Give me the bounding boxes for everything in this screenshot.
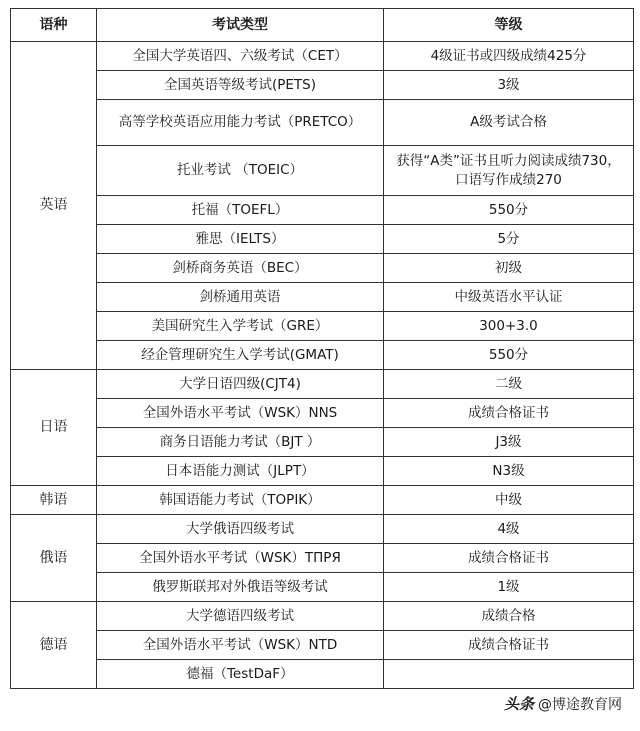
exam-cell: 剑桥通用英语 (97, 283, 384, 312)
level-cell: A级考试合格 (384, 100, 634, 146)
header-exam-type: 考试类型 (97, 9, 384, 42)
level-cell: 成绩合格证书 (384, 631, 634, 660)
level-cell: 300+3.0 (384, 312, 634, 341)
table-row (11, 544, 634, 573)
level-cell: 4级 (384, 515, 634, 544)
level-cell: N3级 (384, 457, 634, 486)
table-row (11, 146, 634, 196)
table-row (11, 515, 634, 544)
table-row (11, 196, 634, 225)
level-cell: 成绩合格证书 (384, 399, 634, 428)
language-cell-german: 德语 (11, 602, 97, 689)
exam-cell: 日本语能力测试（JLPT） (97, 457, 384, 486)
table-row (11, 71, 634, 100)
exam-cell: 全国外语水平考试（WSK）TΠPЯ (97, 544, 384, 573)
level-cell: J3级 (384, 428, 634, 457)
level-cell: 5分 (384, 225, 634, 254)
exam-cell: 托福（TOEFL） (97, 196, 384, 225)
level-cell: 550分 (384, 196, 634, 225)
table-row (11, 370, 634, 399)
toutiao-logo: 头条 (503, 695, 534, 713)
table-row (11, 457, 634, 486)
table-row (11, 254, 634, 283)
level-cell: 中级英语水平认证 (384, 283, 634, 312)
table-row (11, 631, 634, 660)
language-cell-korean: 韩语 (11, 486, 97, 515)
level-cell (384, 660, 634, 689)
exam-cell: 全国英语等级考试(PETS) (97, 71, 384, 100)
exam-cell: 德福（TestDaF） (97, 660, 384, 689)
level-cell: 成绩合格 (384, 602, 634, 631)
level-cell: 4级证书或四级成绩425分 (384, 42, 634, 71)
exam-cell: 全国外语水平考试（WSK）NNS (97, 399, 384, 428)
exam-cell: 大学俄语四级考试 (97, 515, 384, 544)
exam-cell: 托业考试 （TOEIC） (97, 146, 384, 196)
watermark-handle: @博途教育网 (538, 696, 622, 713)
exam-cell: 大学德语四级考试 (97, 602, 384, 631)
table-row (11, 283, 634, 312)
source-watermark (500, 692, 626, 715)
exam-cell: 美国研究生入学考试（GRE） (97, 312, 384, 341)
exam-cell: 经企管理研究生入学考试(GMAT) (97, 341, 384, 370)
table-row (11, 573, 634, 602)
language-exam-table (10, 8, 634, 689)
table-row (11, 602, 634, 631)
language-cell-english: 英语 (11, 42, 97, 370)
table-row (11, 312, 634, 341)
level-cell: 成绩合格证书 (384, 544, 634, 573)
exam-cell: 俄罗斯联邦对外俄语等级考试 (97, 573, 384, 602)
exam-cell: 雅思（IELTS） (97, 225, 384, 254)
header-language: 语种 (11, 9, 97, 42)
table-row (11, 428, 634, 457)
table-row (11, 100, 634, 146)
document (10, 8, 633, 689)
level-cell: 中级 (384, 486, 634, 515)
level-cell: 3级 (384, 71, 634, 100)
level-cell: 1级 (384, 573, 634, 602)
table-row (11, 660, 634, 689)
level-cell: 550分 (384, 341, 634, 370)
level-cell: 获得“A类”证书且听力阅读成绩730，口语写作成绩270 (384, 146, 634, 196)
level-cell: 二级 (384, 370, 634, 399)
language-cell-russian: 俄语 (11, 515, 97, 602)
table-row (11, 225, 634, 254)
table-row (11, 399, 634, 428)
exam-cell: 高等学校英语应用能力考试（PRETCO） (97, 100, 384, 146)
exam-cell: 商务日语能力考试（BJT ） (97, 428, 384, 457)
exam-cell: 全国大学英语四、六级考试（CET） (97, 42, 384, 71)
exam-cell: 剑桥商务英语（BEC） (97, 254, 384, 283)
table-row (11, 341, 634, 370)
exam-cell: 全国外语水平考试（WSK）NTD (97, 631, 384, 660)
table-row (11, 486, 634, 515)
language-cell-japanese: 日语 (11, 370, 97, 486)
exam-cell: 韩国语能力考试（TOPIK） (97, 486, 384, 515)
exam-cell: 大学日语四级(CJT4) (97, 370, 384, 399)
table-row (11, 42, 634, 71)
table-header-row (11, 9, 634, 42)
header-level: 等级 (384, 9, 634, 42)
level-cell: 初级 (384, 254, 634, 283)
